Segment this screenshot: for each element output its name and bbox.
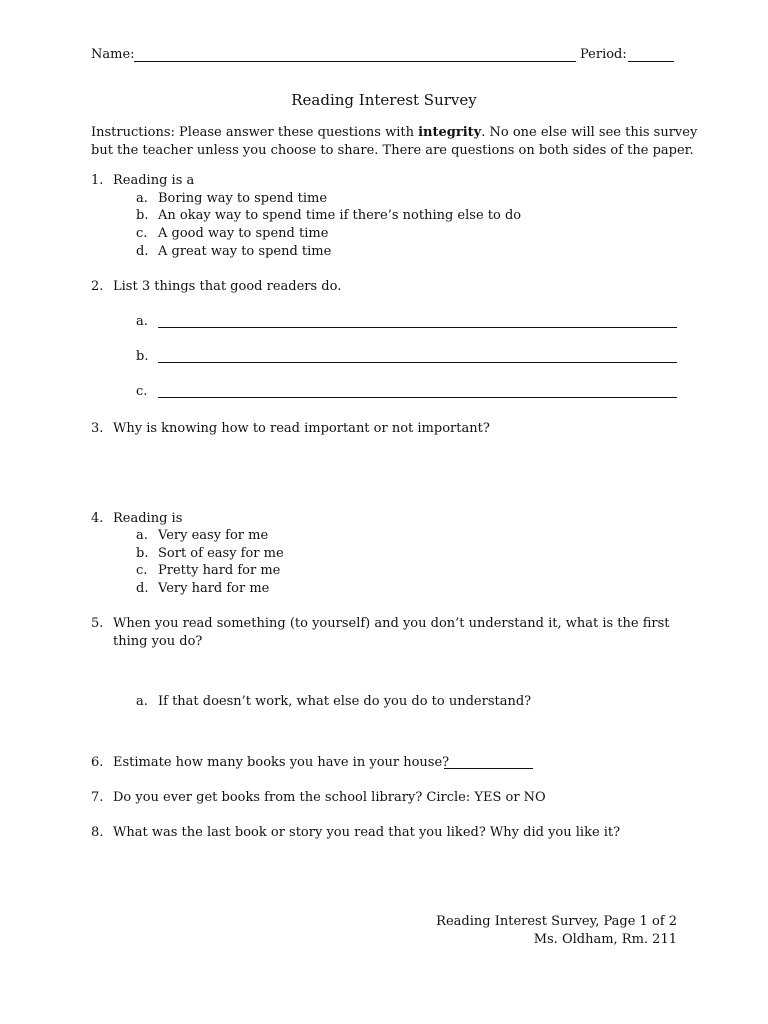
- q1-option-b-letter: b.: [136, 208, 149, 223]
- q2-blank-b[interactable]: [158, 362, 677, 363]
- instructions-suffix: . No one else will see this survey: [481, 125, 698, 140]
- q1-option-a[interactable]: Boring way to spend time: [158, 191, 328, 206]
- q6-text: Estimate how many books you have in your house?: [113, 755, 450, 770]
- q6-answer-blank[interactable]: [444, 768, 533, 769]
- q2-blank-c[interactable]: [158, 397, 677, 398]
- q5-sub-text: If that doesn’t work, what else do you do to understand?: [158, 694, 532, 709]
- q8-number: 8.: [91, 825, 104, 840]
- period-label: Period:: [580, 47, 627, 62]
- q2-blank-a-letter: a.: [136, 314, 148, 329]
- q1-option-d-letter: d.: [136, 244, 149, 259]
- q6-number: 6.: [91, 755, 104, 770]
- name-label: Name:: [91, 47, 135, 62]
- q5-text-line-1: When you read something (to yourself) and you don’t understand it, what is the first: [113, 616, 670, 631]
- q4-option-a-letter: a.: [136, 528, 148, 543]
- q1-option-c[interactable]: A good way to spend time: [158, 226, 329, 241]
- q4-option-b[interactable]: Sort of easy for me: [158, 546, 284, 561]
- q1-option-b[interactable]: An okay way to spend time if there’s nothing else to do: [158, 208, 522, 223]
- q4-text: Reading is: [113, 511, 183, 526]
- q2-blank-c-letter: c.: [136, 384, 148, 399]
- q4-option-b-letter: b.: [136, 546, 149, 561]
- q3-text: Why is knowing how to read important or not important?: [113, 421, 490, 436]
- q4-option-c-letter: c.: [136, 563, 148, 578]
- q3-number: 3.: [91, 421, 104, 436]
- period-field[interactable]: [628, 61, 674, 62]
- q7-text: Do you ever get books from the school library? Circle: YES or NO: [113, 790, 546, 805]
- q5-sub-letter: a.: [136, 694, 148, 709]
- q2-number: 2.: [91, 279, 104, 294]
- q8-text: What was the last book or story you read that you liked? Why did you like it?: [113, 825, 621, 840]
- q1-option-d[interactable]: A great way to spend time: [158, 244, 332, 259]
- q4-option-d-letter: d.: [136, 581, 149, 596]
- q1-text: Reading is a: [113, 173, 195, 188]
- page-title: Reading Interest Survey: [291, 91, 477, 109]
- instructions-line-2: but the teacher unless you choose to share. There are questions on both sides of the paper.: [91, 143, 694, 158]
- q5-number: 5.: [91, 616, 104, 631]
- instructions-prefix: Instructions: Please answer these questions with: [91, 125, 414, 140]
- q4-option-d[interactable]: Very hard for me: [158, 581, 270, 596]
- q4-option-c[interactable]: Pretty hard for me: [158, 563, 281, 578]
- name-field[interactable]: [134, 61, 576, 62]
- q5-text-line-2: thing you do?: [113, 634, 203, 649]
- footer-teacher-room: Ms. Oldham, Rm. 211: [533, 932, 677, 947]
- q1-number: 1.: [91, 173, 104, 188]
- q1-option-a-letter: a.: [136, 191, 148, 206]
- instructions-line-1: [91, 125, 697, 141]
- q4-number: 4.: [91, 511, 104, 526]
- q7-number: 7.: [91, 790, 104, 805]
- footer-page-info: Reading Interest Survey, Page 1 of 2: [436, 914, 677, 929]
- q2-text: List 3 things that good readers do.: [113, 279, 342, 294]
- q2-blank-a[interactable]: [158, 327, 677, 328]
- q4-option-a[interactable]: Very easy for me: [158, 528, 269, 543]
- instructions-emphasis: integrity: [418, 125, 482, 140]
- q2-blank-b-letter: b.: [136, 349, 149, 364]
- q1-option-c-letter: c.: [136, 226, 148, 241]
